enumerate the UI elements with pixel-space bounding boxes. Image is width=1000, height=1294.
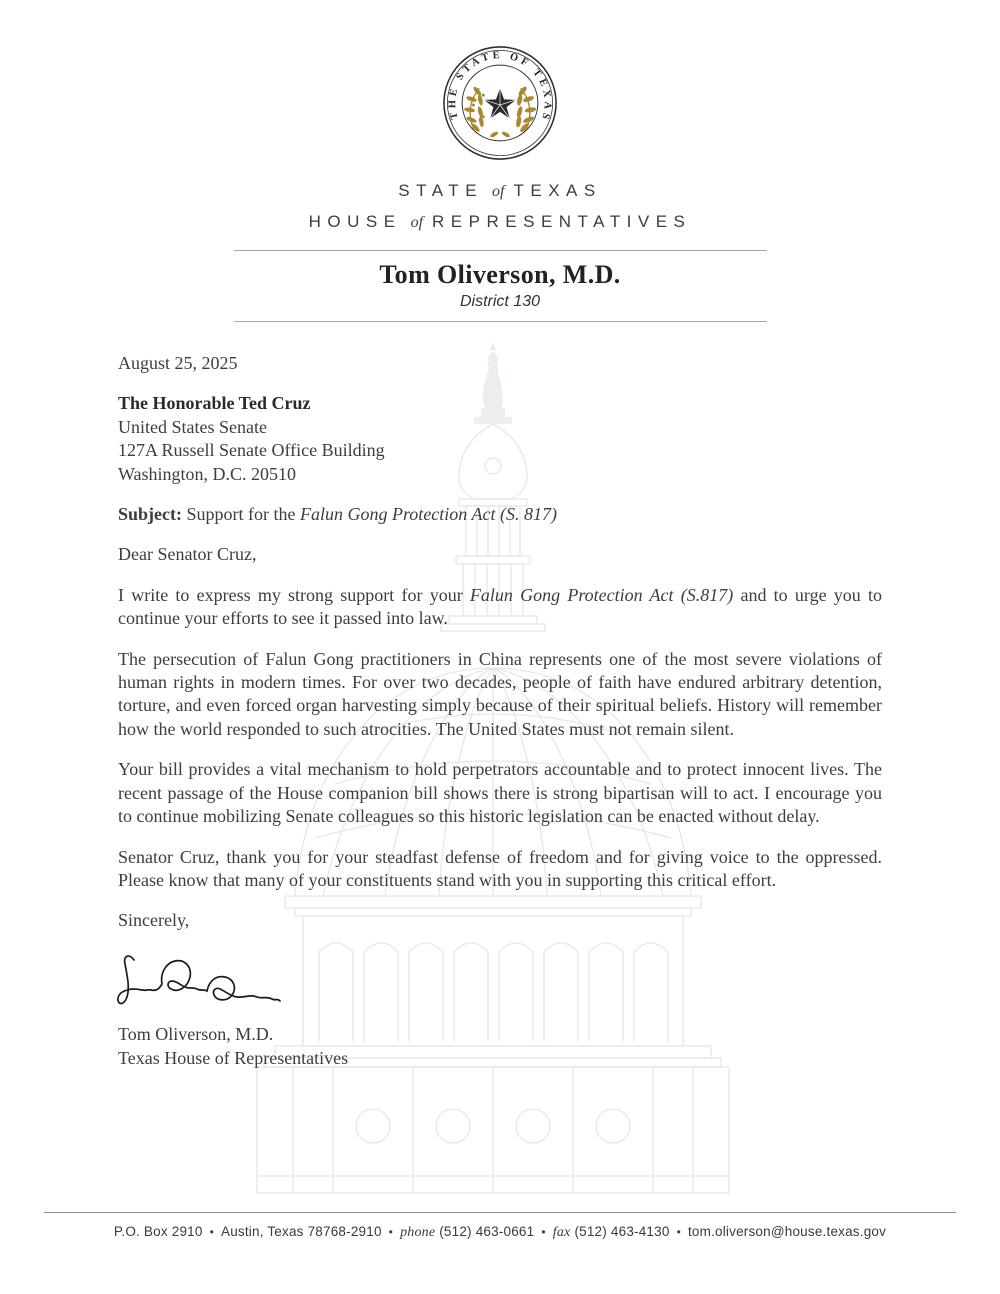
letterhead (0, 0, 1000, 322)
subject-text: Support for the (182, 504, 300, 525)
recipient-line: 127A Russell Senate Office Building (118, 440, 385, 461)
signer-name: Tom Oliverson, M.D. (118, 1024, 274, 1045)
signer-block (118, 1023, 882, 1070)
footer-fax-number: (512) 463-4130 (574, 1224, 670, 1239)
house-word: HOUSE (308, 212, 402, 231)
paragraph-1-text: I write to express my strong support for your (118, 584, 470, 605)
seal-ring-text: THE STATE OF TEXAS (447, 49, 553, 123)
recipient-address (118, 392, 882, 486)
member-name: Tom Oliverson, M.D. (379, 260, 621, 289)
paragraph-1 (118, 584, 882, 631)
subject-bill-title: Falun Gong Protection Act (S. 817) (299, 504, 557, 525)
recipient-line: Washington, D.C. 20510 (118, 463, 297, 484)
of-word: of (410, 214, 424, 231)
bullet-separator: • (541, 1225, 546, 1239)
footer-contact-line (0, 1224, 1000, 1241)
footer-email: tom.oliverson@house.texas.gov (687, 1224, 887, 1239)
letter-body (118, 352, 882, 1070)
recipient-line: United States Senate (118, 416, 267, 437)
letterhead-divider-bottom (234, 321, 767, 322)
state-of-texas-line (0, 181, 1000, 201)
footer-divider (44, 1212, 956, 1213)
bullet-separator: • (676, 1225, 681, 1239)
footer-po-box: P.O. Box 2910 (113, 1224, 203, 1239)
district-label: District 130 (459, 293, 541, 310)
footer-city: Austin, Texas 78768-2910 (220, 1224, 382, 1239)
recipient-name: The Honorable Ted Cruz (118, 393, 311, 414)
paragraph-2: The persecution of Falun Gong practitioners in China represents one of the most severe violations of human rights in modern times. For over two decades, people of faith have endured arbitrary detention, torture, and even forced organ harvesting simply because of their spiritual beliefs. History will remember how the world responded to such atrocities. The United States must not remain silent. (118, 648, 882, 739)
signature (114, 947, 314, 1019)
paragraph-4: Senator Cruz, thank you for your steadfast defense of freedom and for giving voice to the oppressed. Please know that many of your constituents stand with you in supporting this critical effort. (118, 846, 882, 890)
state-word: STATE (398, 181, 484, 200)
salutation: Dear Senator Cruz, (118, 544, 257, 565)
of-word: of (492, 183, 505, 200)
house-of-representatives-line (0, 212, 1000, 232)
footer-phone-number: (512) 463-0661 (439, 1224, 535, 1239)
bullet-separator: • (209, 1225, 214, 1239)
footer-fax-label: fax (552, 1225, 571, 1240)
letterhead-divider-top (234, 250, 767, 251)
signer-org: Texas House of Representatives (118, 1047, 349, 1068)
paragraph-3: Your bill provides a vital mechanism to hold perpetrators accountable and to protect innocent lives. The recent passage of the House companion bill shows there is strong bipartisan will to act. I encourage you to continue mobilizing Senate colleagues so this historic legislation can be enacted without delay. (118, 759, 882, 827)
bullet-separator: • (388, 1225, 394, 1239)
closing: Sincerely, (118, 910, 190, 931)
texas-state-seal-icon (441, 44, 559, 162)
paragraph-1-text: and to urge you to continue your efforts to see it passed into law. (118, 584, 882, 629)
footer-phone-label: phone (400, 1225, 436, 1240)
texas-word: TEXAS (513, 181, 602, 200)
subject-label: Subject: (118, 504, 182, 525)
letter-date: August 25, 2025 (118, 353, 238, 373)
subject-line (118, 503, 882, 526)
representatives-word: REPRESENTATIVES (432, 212, 692, 231)
paragraph-1-bill-title: Falun Gong Protection Act (S.817) (469, 584, 734, 605)
